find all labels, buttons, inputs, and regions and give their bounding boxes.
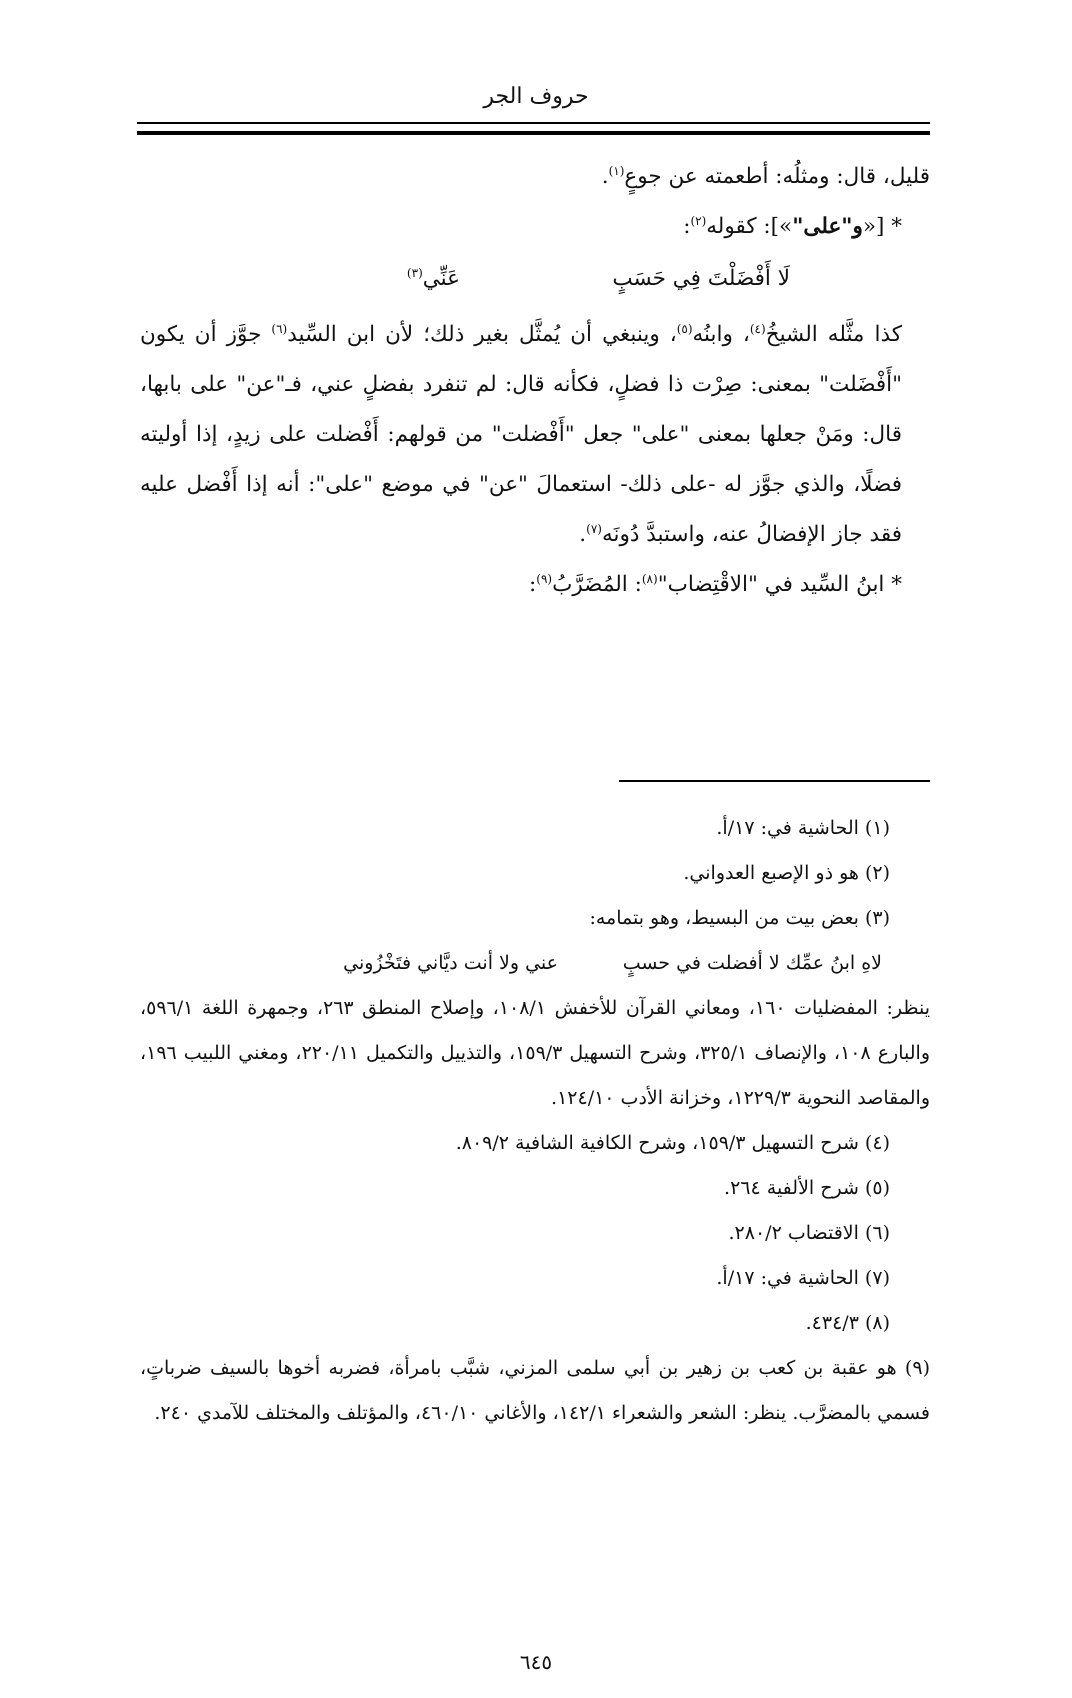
body-paragraph: كذا مثَّله الشيخُ$^{(٤)}$، وابنُه$^{(٥)}$، وينبغي أن يُمثَّل بغير ذلك؛ لأن ابن السِّيد$^{(٦)}$ جوَّز أن يكون "أَفْضَلت" بمعنى: صِرْت ذا فضلٍ، فكأنه قال: لم تنفرد بفضلٍ عني، فـ"عن" على بابها، قال: ومَنْ جعلها بمعنى "على" جعل "أَفْضلت" من قولهم: أَفْضلت على زيدٍ، إذا أوليته فضلًا، والذي جوَّز له -على ذلك- استعمالَ "عن" في موضع "على": أنه إذا أَفْضل عليه فقد جاز الإفضالُ عنه، واستبدَّ دُونَه$^{(٧)}$. xyxy=(140,321,902,547)
footnote-1: (١) الحاشية في: ١٧/أ. xyxy=(716,817,890,839)
footnote-ref: (٦) xyxy=(271,321,288,336)
footnote-ref: (٤) xyxy=(749,321,766,336)
footnote-ref: (٥) xyxy=(676,321,693,336)
footnotes xyxy=(140,806,930,1436)
footnote-ref: (٧) xyxy=(586,521,602,536)
footnote-ref: (٢) xyxy=(690,213,707,228)
footnote-ref: (٣) xyxy=(406,265,423,280)
footnote-verse-hemistich-2: عني ولا أنت ديَّاني فتَخْزُوني xyxy=(343,952,558,974)
footnote-separator xyxy=(619,780,930,782)
footnote-ref: (١) xyxy=(608,163,625,178)
footnote-4: (٤) شرح التسهيل ١٥٩/٣، وشرح الكافية الشافية ٨٠٩/٢. xyxy=(455,1132,890,1154)
footnote-ref: (٨) xyxy=(641,571,658,586)
main-text xyxy=(140,152,930,610)
page-number: ٦٤٥ xyxy=(519,1650,553,1674)
footnote-verse-hemistich-1: لاهِ ابنُ عمِّك لا أفضلت في حسبٍ xyxy=(622,952,882,974)
body-line-1: قليل، قال: ومثلُه: أطعمته عن جوعٍ$^{(١)}$. xyxy=(601,163,930,189)
footnote-7: (٧) الحاشية في: ١٧/أ. xyxy=(716,1267,890,1289)
header-rule-thick xyxy=(137,131,930,135)
verse-hemistich-2: عَنِّي$^{(٣)}$ xyxy=(406,265,460,291)
verse-line xyxy=(140,254,930,310)
footnote-8: (٨) ٤٣٤/٣. xyxy=(805,1312,890,1334)
footnote-verse xyxy=(140,941,930,986)
entry-heading-2: * ابنُ السِّيد في "الاقْتِضاب"$^{(٨)}$: المُضَرَّبُ$^{(٩)}$: xyxy=(529,571,902,597)
footnote-2: (٢) هو ذو الإصبع العدواني. xyxy=(683,862,890,884)
entry-heading: * [«و"على"»]: كقوله$^{(٢)}$: xyxy=(683,213,902,239)
footnote-ref: (٩) xyxy=(536,571,553,586)
footnote-5: (٥) شرح الألفية ٢٦٤. xyxy=(724,1177,890,1199)
footnote-9: (٩) هو عقبة بن كعب بن زهير بن أبي سلمى المزني، شبَّب بامرأة، فضربه أخوها بالسيف ضرباتٍ، فسمي بالمضرَّب. ينظر: الشعر والشعراء ١٤٢/١، والأغاني ٤٦٠/١٠، والمؤتلف والمختلف للآمدي ٢٤٠. xyxy=(140,1357,930,1424)
header-rule-thin xyxy=(137,122,930,124)
verse-hemistich-1: لَا أَفْضَلْتَ فِي حَسَبٍ xyxy=(612,266,790,291)
running-header: حروف الجر xyxy=(483,84,589,109)
footnote-3-references: ينظر: المفضليات ١٦٠، ومعاني القرآن للأخفش ١٠٨/١، وإصلاح المنطق ٢٦٣، وجمهرة اللغة ٥٩٦/١، والبارع ١٠٨، والإنصاف ٣٢٥/١، وشرح التسهيل ١٥٩/٣، والتذييل والتكميل ٢٢٠/١١، ومغني اللبيب ١٩٦، والمقاصد النحوية ١٢٢٩/٣، وخزانة الأدب ١٢٤/١٠. xyxy=(140,997,930,1109)
footnote-6: (٦) الاقتضاب ٢٨٠/٢. xyxy=(728,1222,890,1244)
entry-keyword: و"على" xyxy=(792,214,863,239)
footnote-3: (٣) بعض بيت من البسيط، وهو بتمامه: xyxy=(589,907,890,929)
